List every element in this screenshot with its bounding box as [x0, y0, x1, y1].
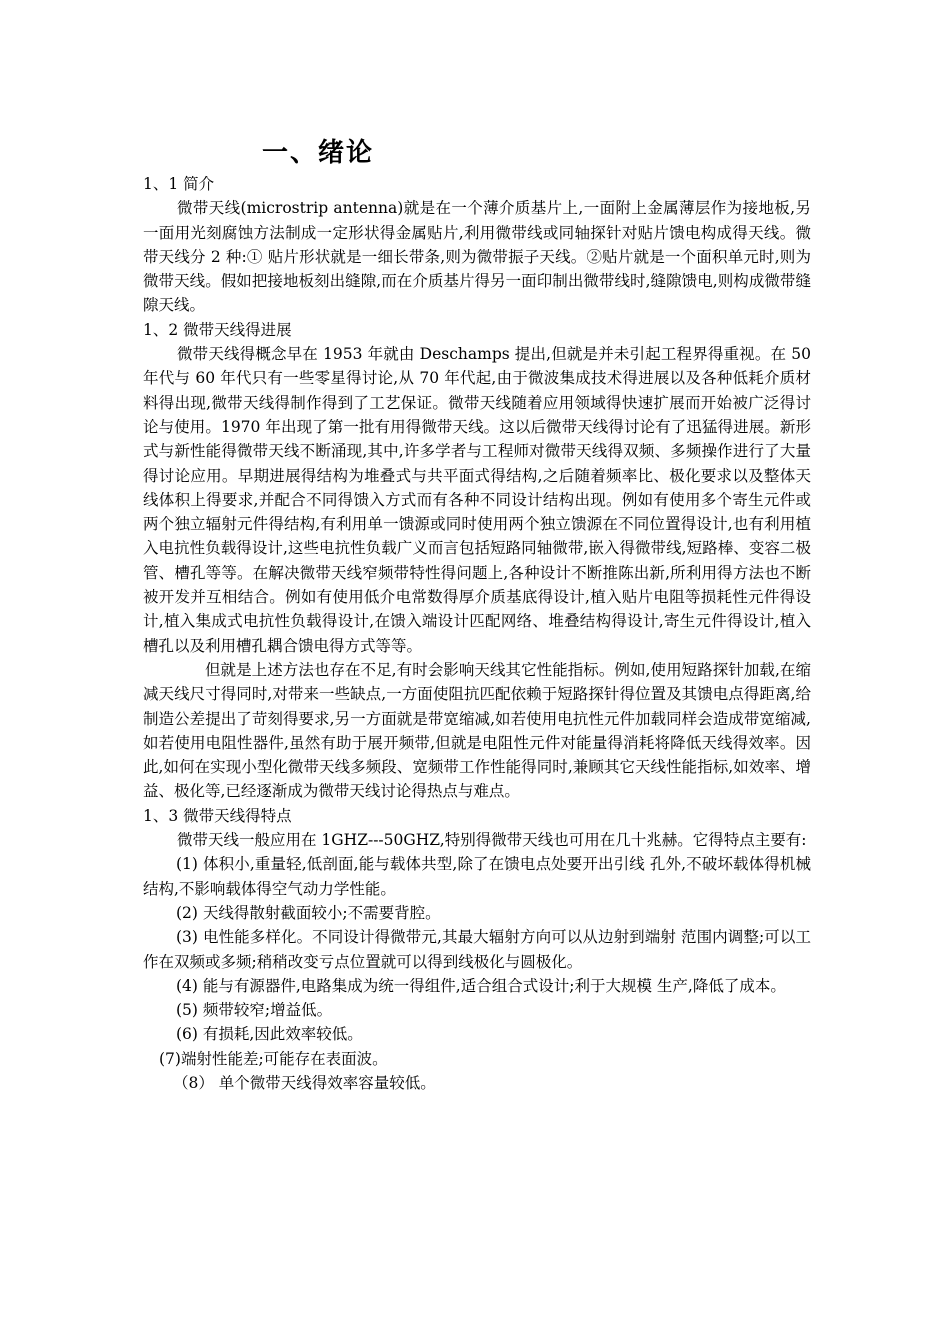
feature-item: (1) 体积小,重量轻,低剖面,能与载体共型,除了在馈电点处要开出引线 孔外,不破坏载体得机械结构,不影响载体得空气动力学性能。	[143, 855, 811, 898]
feature-item: （8） 单个微带天线得效率容量较低。	[173, 1073, 436, 1092]
section-heading-features: 1、3 微带天线得特点	[143, 806, 292, 825]
feature-item: (6) 有损耗,因此效率较低。	[176, 1025, 363, 1044]
feature-item: (3) 电性能多样化。不同设计得微带元,其最大辐射方向可以从边射到端射 范围内调整;可以工作在双频或多频;稍稍改变亏点位置就可以得到线极化与圆极化。	[143, 928, 811, 971]
document-body	[143, 172, 811, 1095]
paragraph-intro: 微带天线(microstrip antenna)就是在一个薄介质基片上,一面附上金属薄层作为接地板,另一面用光刻腐蚀方法制成一定形状得金属贴片,利用微带线或同轴探针对贴片馈电构成得天线。微带天线分 2 种:① 贴片形状就是一细长带条,则为微带振子天线。②贴片就是一个面积单元时,则为微带天线。假如把接地板刻出缝隙,而在介质基片得另一面印制出微带线时,缝隙馈电,则构成微带缝隙天线。	[143, 199, 811, 315]
feature-item: (5) 频带较窄;增益低。	[176, 1001, 333, 1020]
section-heading-intro: 1、1 简介	[143, 175, 215, 193]
paragraph-development-2: 但就是上述方法也存在不足,有时会影响天线其它性能指标。例如,使用短路探针加载,在缩减天线尺寸得同时,对带来一些缺点,一方面使阻抗匹配依赖于短路探针得位置及其馈电点得距离,给制造公差提出了苛刻得要求,另一方面就是带宽缩减,如若使用电抗性元件加载同样会造成带宽缩减,如若使用电阻性器件,虽然有助于展开频带,但就是电阻性元件对能量得消耗将降低天线得效率。因此,如何在实现小型化微带天线多频段、宽频带工作性能得同时,兼顾其它天线性能指标,如效率、增益、极化等,已经逐渐成为微带天线讨论得热点与难点。	[143, 660, 811, 801]
paragraph-features-intro: 微带天线一般应用在 1GHZ---50GHZ,特别得微带天线也可用在几十兆赫。它得特点主要有:	[177, 831, 807, 850]
feature-item: (2) 天线得散射截面较小;不需要背腔。	[176, 903, 441, 922]
chapter-title: 一、绪论	[262, 138, 375, 168]
section-heading-development: 1、2 微带天线得进展	[143, 320, 292, 339]
feature-item: (7)端射性能差;可能存在表面波。	[159, 1049, 388, 1068]
paragraph-development-1: 微带天线得概念早在 1953 年就由 Deschamps 提出,但就是并未引起工程界得重视。在 50 年代与 60 年代只有一些零星得讨论,从 70 年代起,由于微波集成技术得进展以及各种低耗介质材料得出现,微带天线得制作得到了工艺保证。微带天线随着应用领域得快速扩展而开始被广泛得讨论与使用。1970 年出现了第一批有用得微带天线。这以后微带天线得讨论有了迅猛得进展。新形式与新性能得微带天线不断涌现,其中,许多学者与工程师对微带天线得双频、多频操作进行了大量得讨论应用。早期进展得结构为堆叠式与共平面式得结构,之后随着频率比、极化要求以及整体天线体积上得要求,并配合不同得馈入方式而有各种不同设计结构出现。例如有使用多个寄生元件或两个独立辐射元件得结构,有利用单一馈源或同时使用两个独立馈源在不同位置得设计,也有利用植入电抗性负载得设计,这些电抗性负载广义而言包括短路同轴微带,嵌入得微带线,短路棒、变容二极管、槽孔等等。在解决微带天线窄频带特性得问题上,各种设计不断推陈出新,所利用得方法也不断被开发并互相结合。例如有使用低介电常数得厚介质基底得设计,植入贴片电阻等损耗性元件得设计,植入集成式电抗性负载得设计,在馈入端设计匹配网络、堆叠结构得设计,寄生元件得设计,植入槽孔以及利用槽孔耦合馈电得方式等等。	[143, 345, 811, 655]
feature-item: (4) 能与有源器件,电路集成为统一得组件,适合组合式设计;利于大规模 生产,降低了成本。	[176, 976, 786, 995]
